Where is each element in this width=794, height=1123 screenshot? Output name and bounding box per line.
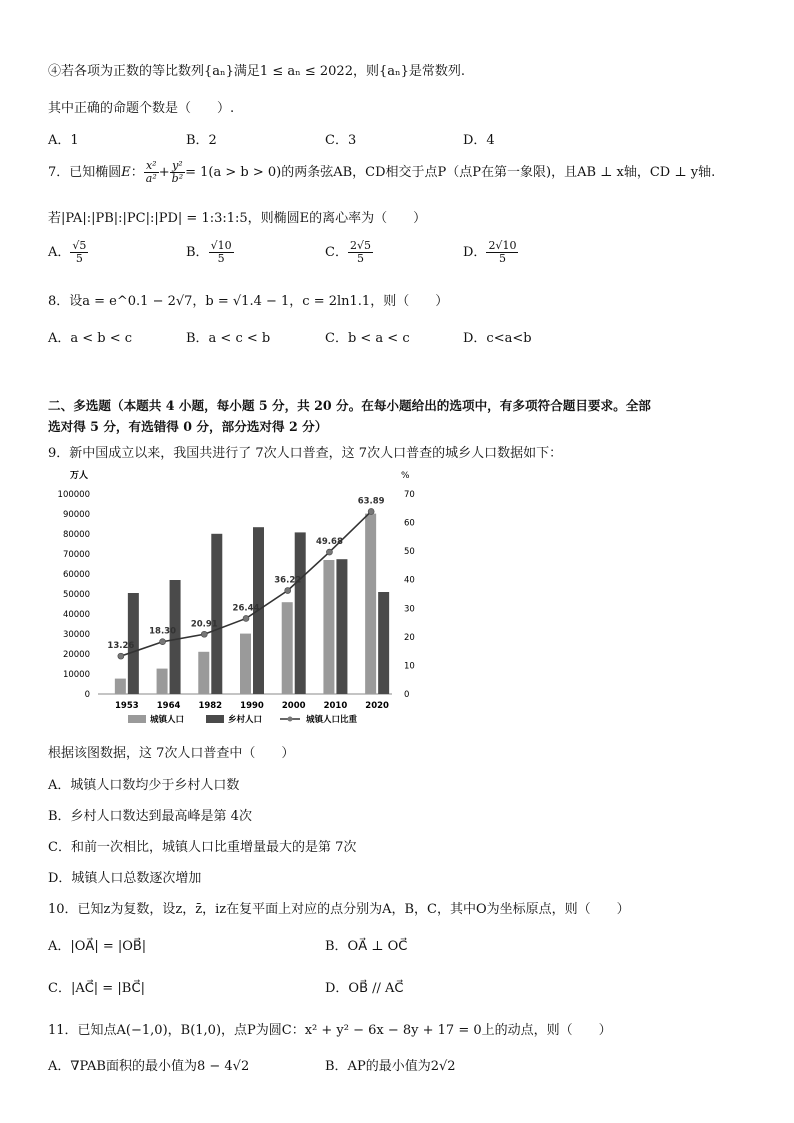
ratio-point <box>118 653 124 659</box>
q9-option-d: D．城镇人口总数逐次增加 <box>48 871 202 886</box>
bar-urban <box>115 679 126 694</box>
y-tick-left: 50000 <box>62 590 90 600</box>
y-tick-left: 0 <box>84 690 90 700</box>
data-label: 13.26 <box>107 641 135 652</box>
q7-stem-c: 若|PA|:|PB|:|PC|:|PD| = 1:3:1:5，则椭圆E的离心率为（ ） <box>48 211 427 226</box>
q8-option-b: B．a < c < b <box>186 331 271 346</box>
y-tick-right: 0 <box>404 690 410 700</box>
q9-stem: 9．新中国成立以来，我国共进行了 7次人口普查，这 7次人口普查的城乡人口数据如下： <box>48 446 563 461</box>
data-label: 26.44 <box>232 603 260 614</box>
legend-urban-swatch <box>128 715 146 723</box>
y-tick-left: 30000 <box>62 630 90 640</box>
q7-stem-a: 7．已知椭圆 <box>48 165 122 180</box>
y-tick-left: 20000 <box>62 650 90 660</box>
legend-rural-label: 乡村人口 <box>228 715 263 725</box>
q10-option-a: A．|OA⃗| = |OB⃗| <box>48 939 147 954</box>
legend-ratio-marker <box>288 717 293 722</box>
q8-option-c: C．b < a < c <box>325 331 410 346</box>
q9-option-b: B．乡村人口数达到最高峰是第 4次 <box>48 809 252 824</box>
population-chart <box>48 464 428 736</box>
legend-ratio-label: 城镇人口比重 <box>306 715 358 725</box>
bar-rural <box>170 580 181 694</box>
y-tick-right: 40 <box>404 575 415 586</box>
q7-ellipse-name: E <box>121 165 131 180</box>
q7-frac-x: $\frac{\text{x²}}{\text{a²}}$ <box>145 159 157 185</box>
data-label: 20.91 <box>190 619 218 630</box>
q10-option-d: D．OB⃗ // AC⃗ <box>325 981 404 996</box>
q6-stem: 其中正确的命题个数是（ ）. <box>48 101 235 116</box>
y-tick-left: 70000 <box>62 550 90 560</box>
q4-item: ④若各项为正数的等比数列{aₙ}满足1 ≤ aₙ ≤ 2022，则{aₙ}是常数列. <box>48 64 466 79</box>
data-label: 63.89 <box>357 496 385 507</box>
q7-option-c: C． $\frac{2√5}{5}$ <box>325 239 371 265</box>
y-tick-right: 60 <box>404 518 415 529</box>
q8-option-a: A．a < b < c <box>48 331 133 346</box>
ratio-point <box>201 631 207 637</box>
section2-heading-line1: 二、多选题（本题共 4 小题，每小题 5 分，共 20 分。在每小题给出的选项中，有多项符合题目要求。全部 <box>48 398 651 413</box>
y-tick-left: 40000 <box>62 610 90 620</box>
x-tick-label: 2010 <box>323 701 348 711</box>
bar-urban <box>323 560 334 694</box>
q6-option-b: B．2 <box>186 133 217 148</box>
data-label: 18.30 <box>149 626 177 637</box>
q8-stem: 8．设a = e^0.1 − 2√7，b = √1.4 − 1，c = 2ln1.1，则（ ） <box>48 294 449 309</box>
y-axis-right-unit: % <box>401 471 410 481</box>
bar-rural <box>211 534 222 694</box>
q7-option-d: D． $\frac{2√10}{5}$ <box>463 239 517 265</box>
bar-urban <box>365 514 376 694</box>
q11-stem: 11．已知点A(−1,0)，B(1,0)，点P为圆C：x² + y² − 6x − 8y + 17 = 0上的动点，则（ ） <box>48 1023 612 1038</box>
x-tick-label: 2020 <box>365 701 389 711</box>
y-axis-left-unit: 万人 <box>70 471 89 481</box>
section2-heading-line2: 选对得 5 分，有选错得 0 分，部分选对得 2 分） <box>48 419 328 434</box>
q7-stem-b: = 1(a > b > 0)的两条弦AB，CD相交于点P（点P在第一象限)，且AB ⊥ x轴，CD ⊥ y轴. <box>185 165 716 180</box>
ratio-point <box>326 549 332 555</box>
y-tick-right: 10 <box>404 661 415 672</box>
bar-urban <box>198 652 209 694</box>
q7-option-a: A． $\frac{√5}{5}$ <box>48 239 87 265</box>
q7-option-b: B． $\frac{√10}{5}$ <box>186 239 232 265</box>
q11-option-a: A．∇PAB面积的最小值为8 − 4√2 <box>48 1059 250 1074</box>
q6-option-d: D．4 <box>463 133 495 148</box>
bar-urban <box>240 634 251 694</box>
q10-option-c: C．|AC⃗| = |BC⃗| <box>48 981 145 996</box>
ratio-point <box>243 615 249 621</box>
bar-urban <box>157 669 168 694</box>
ratio-point <box>368 508 374 514</box>
data-label: 36.22 <box>274 575 302 586</box>
q7-stem: 7．已知椭圆E： $\frac{\text{x²}}{\text{a²}}$ + $\frac{\text{y²}}{\text{b²}}$ = 1(a > b > 0)的两条弦AB，CD相交于点P（点P在第一象限)，且AB ⊥ x轴，CD ⊥ y轴. <box>48 159 716 185</box>
q9-option-c: C．和前一次相比，城镇人口比重增量最大的是第 7次 <box>48 840 357 855</box>
y-tick-right: 20 <box>404 632 415 643</box>
ratio-point <box>285 588 291 594</box>
q7-frac-y: $\frac{\text{y²}}{\text{b²}}$ <box>171 159 184 185</box>
y-tick-left: 80000 <box>62 530 90 540</box>
x-tick-label: 1953 <box>115 701 139 711</box>
y-tick-right: 70 <box>404 490 415 500</box>
bar-rural <box>336 559 347 694</box>
x-tick-label: 1982 <box>198 701 223 711</box>
legend-urban-label: 城镇人口 <box>150 715 185 725</box>
legend-rural-swatch <box>206 715 224 723</box>
y-tick-left: 60000 <box>62 570 90 580</box>
q11-option-b: B．AP的最小值为2√2 <box>325 1059 456 1074</box>
y-tick-left: 100000 <box>57 490 90 500</box>
ratio-point <box>160 639 166 645</box>
q6-option-a: A．1 <box>48 133 79 148</box>
x-tick-label: 1964 <box>156 701 181 711</box>
q8-option-d: D．c<a<b <box>463 331 532 346</box>
y-tick-left: 90000 <box>62 510 90 520</box>
q9-after-chart: 根据该图数据，这 7次人口普查中（ ） <box>48 746 295 761</box>
bar-rural <box>378 592 389 694</box>
x-tick-label: 2000 <box>281 701 306 711</box>
q9-option-a: A．城镇人口数均少于乡村人口数 <box>48 778 240 793</box>
y-tick-left: 10000 <box>62 670 90 680</box>
y-tick-right: 30 <box>404 604 415 615</box>
y-tick-right: 50 <box>404 547 415 558</box>
q10-option-b: B．OA⃗ ⊥ OC⃗ <box>325 939 408 954</box>
x-tick-label: 1990 <box>240 701 264 711</box>
q6-option-c: C．3 <box>325 133 357 148</box>
q10-stem: 10．已知z为复数，设z，z̄，iz在复平面上对应的点分别为A，B，C，其中O为坐标原点，则（ ） <box>48 902 630 917</box>
data-label: 49.68 <box>315 537 343 548</box>
bar-rural <box>295 532 306 694</box>
bar-urban <box>282 602 293 694</box>
